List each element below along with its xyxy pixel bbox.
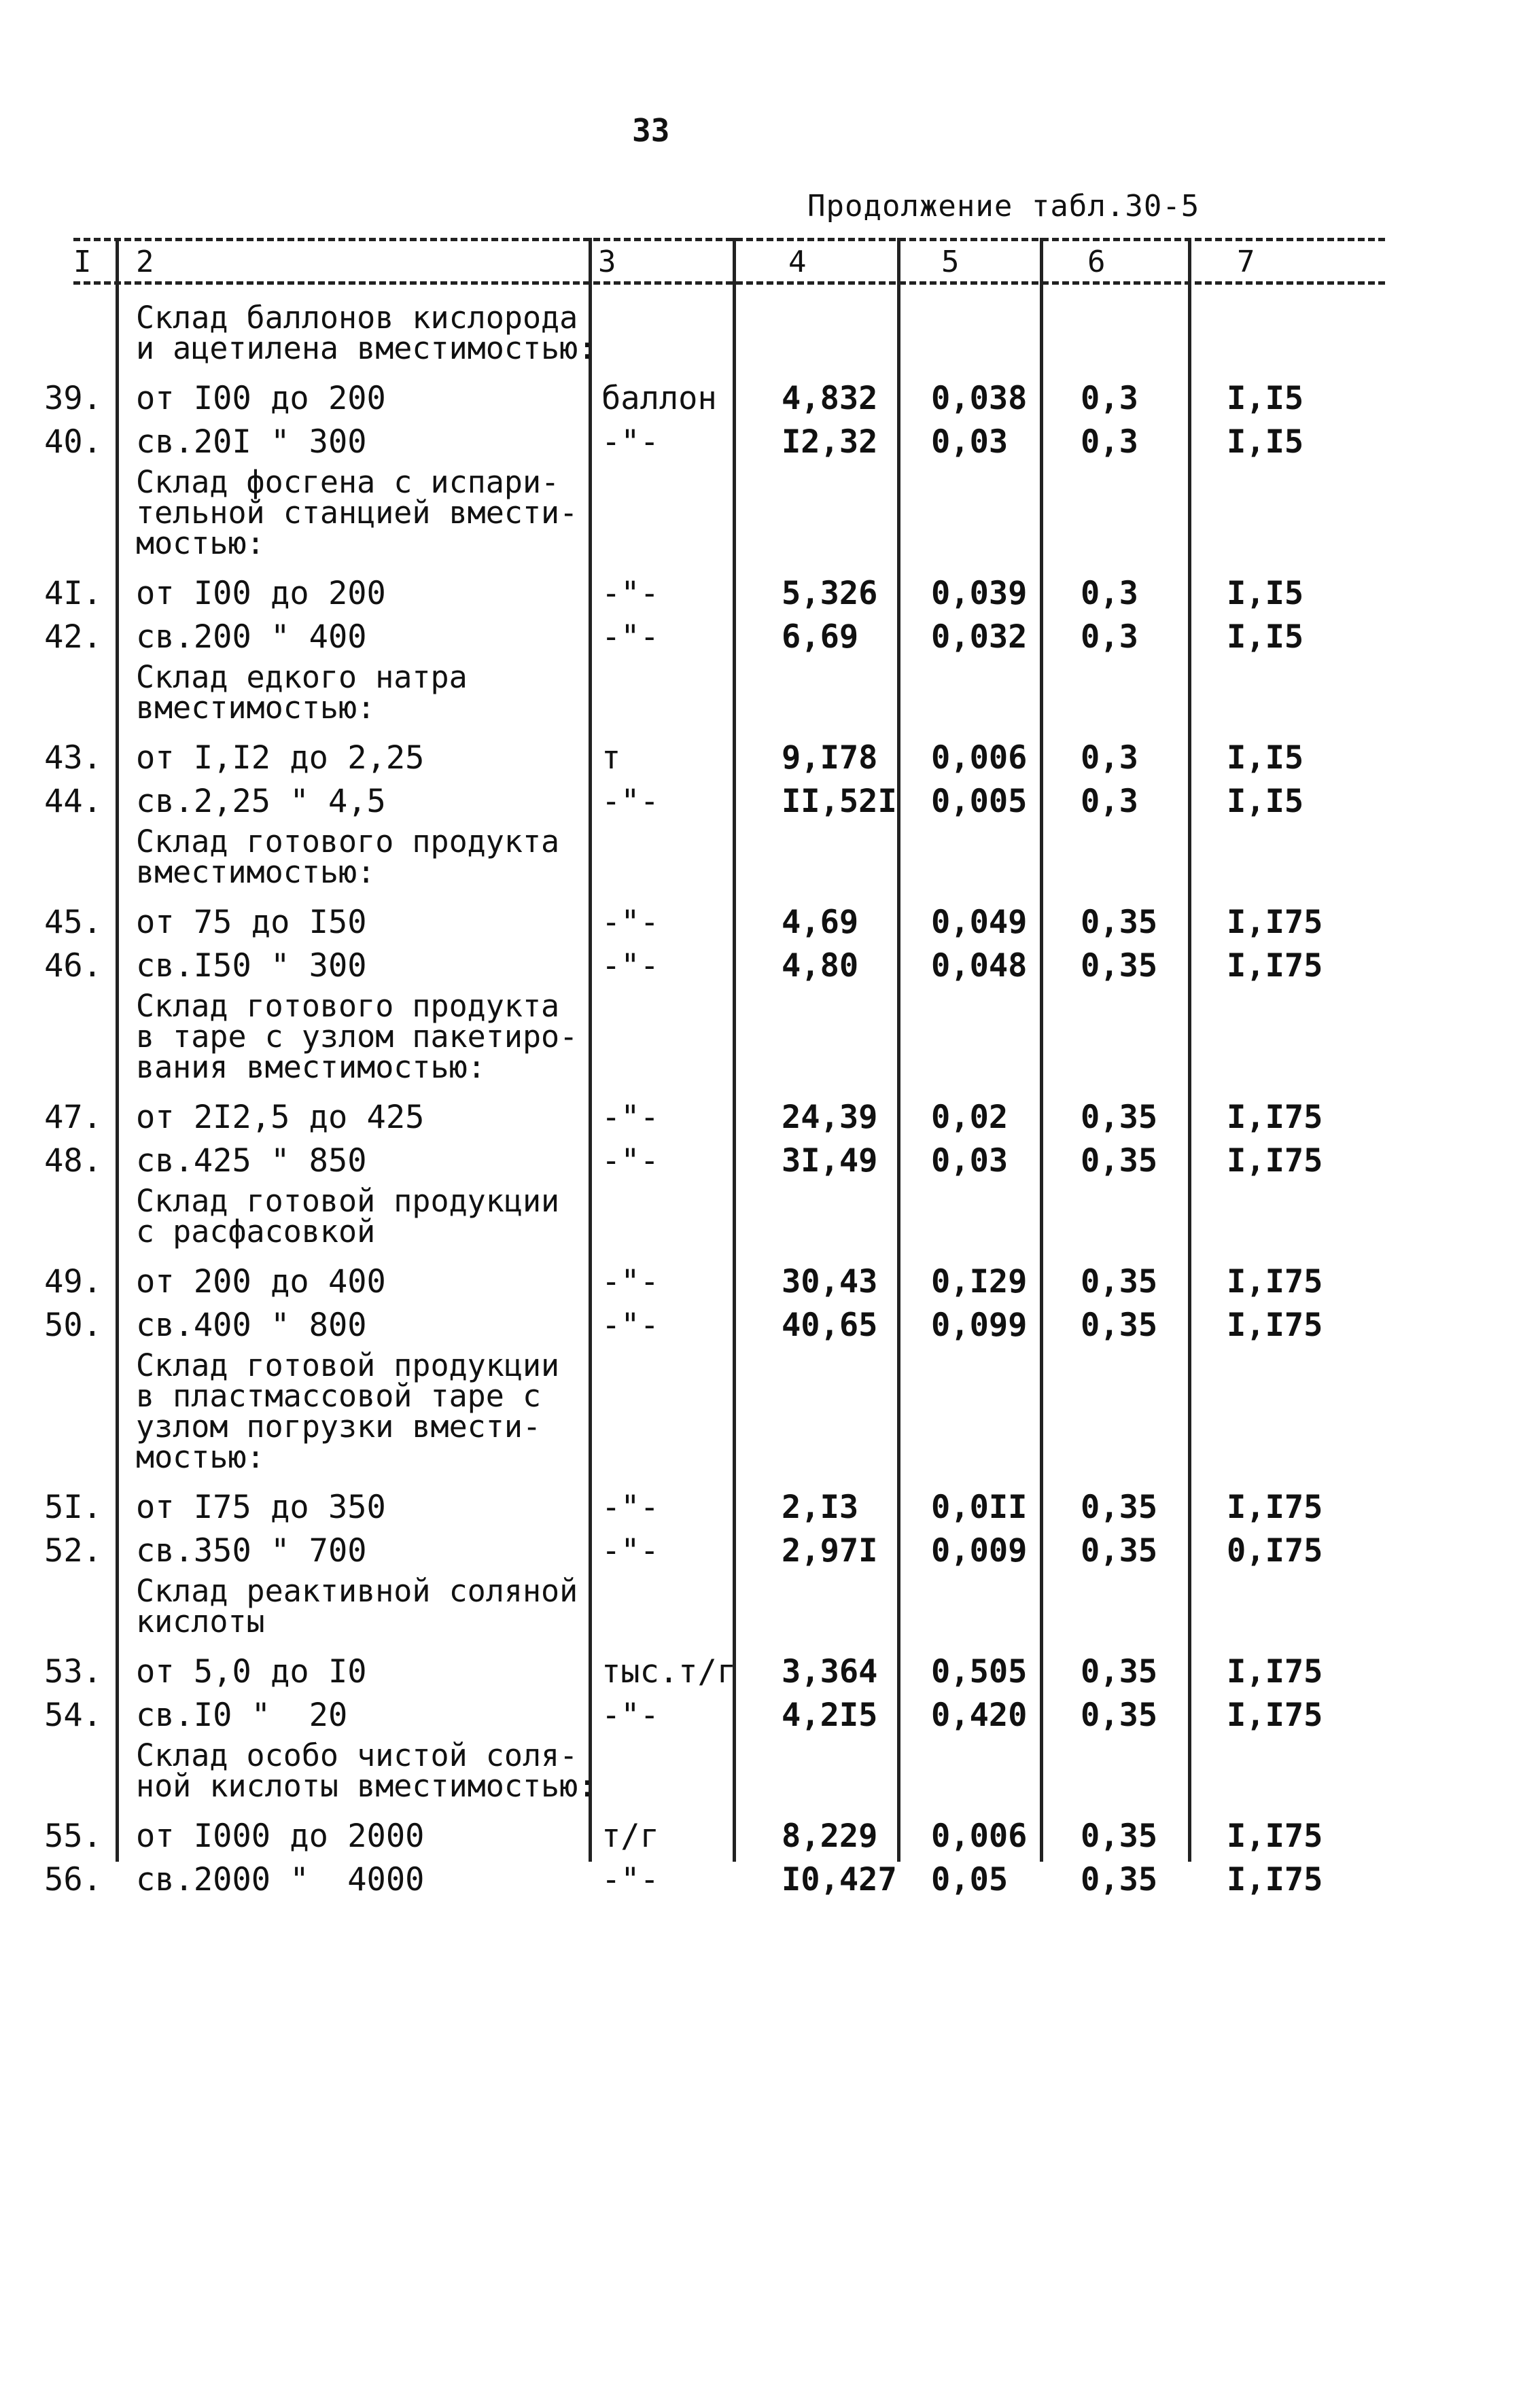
column-header-6: 6 — [1087, 245, 1106, 279]
row-value-7: I,I75 — [1227, 1307, 1323, 1344]
row-value-7: I,I75 — [1227, 1861, 1323, 1898]
row-value-5: 0,048 — [931, 947, 1028, 985]
group-heading: Склад готовой продукции с расфасовкой — [136, 1183, 560, 1250]
row-description: св.2000 " 4000 — [136, 1861, 425, 1898]
row-number: 52. — [44, 1532, 102, 1570]
row-value-5: 0,03 — [931, 423, 1009, 461]
row-number: 50. — [44, 1307, 102, 1344]
row-unit: тыс.т/г — [601, 1653, 737, 1690]
row-number: 45. — [44, 904, 102, 941]
row-value-5: 0,420 — [931, 1697, 1028, 1734]
row-number: 5I. — [44, 1489, 102, 1526]
column-divider-1 — [116, 238, 119, 1862]
row-value-5: 0,02 — [931, 1099, 1009, 1136]
row-value-6: 0,35 — [1081, 1697, 1158, 1734]
row-value-6: 0,35 — [1081, 1653, 1158, 1690]
row-description: св.200 " 400 — [136, 618, 367, 656]
row-number: 46. — [44, 947, 102, 985]
row-value-7: I,I75 — [1227, 1263, 1323, 1300]
row-description: от I00 до 200 — [136, 575, 386, 612]
row-unit: т/г — [601, 1818, 659, 1855]
row-description: св.I0 " 20 — [136, 1697, 348, 1734]
row-number: 54. — [44, 1697, 102, 1734]
column-header-2: 2 — [136, 245, 154, 279]
column-header-7: 7 — [1237, 245, 1255, 279]
row-value-7: I,I5 — [1227, 618, 1304, 656]
row-unit: -"- — [601, 1861, 659, 1898]
row-value-7: I,I75 — [1227, 1653, 1323, 1690]
row-unit: -"- — [601, 783, 659, 820]
row-value-5: 0,009 — [931, 1532, 1028, 1570]
group-heading: Склад едкого натра вместимостью: — [136, 659, 468, 726]
row-value-7: I,I75 — [1227, 1818, 1323, 1855]
row-description: св.350 " 700 — [136, 1532, 367, 1570]
row-value-4: 8,229 — [782, 1818, 878, 1855]
group-heading: Склад особо чистой соля- ной кислоты вместимостью: — [136, 1737, 597, 1804]
row-value-6: 0,35 — [1081, 1263, 1158, 1300]
column-header-3: 3 — [598, 245, 616, 279]
row-description: от I,I2 до 2,25 — [136, 739, 425, 777]
row-value-7: I,I75 — [1227, 1142, 1323, 1180]
row-value-7: I,I5 — [1227, 739, 1304, 777]
row-value-5: 0,006 — [931, 1818, 1028, 1855]
row-unit: -"- — [601, 1532, 659, 1570]
row-number: 48. — [44, 1142, 102, 1180]
row-description: от I000 до 2000 — [136, 1818, 425, 1855]
group-heading: Склад готового продукта в таре с узлом пакетиро- вания вместимостью: — [136, 988, 578, 1085]
row-value-4: 4,832 — [782, 380, 878, 417]
group-heading: Склад баллонов кислорода и ацетилена вместимостью: — [136, 300, 597, 366]
row-description: св.I50 " 300 — [136, 947, 367, 985]
row-value-6: 0,35 — [1081, 1307, 1158, 1344]
row-description: от 75 до I50 — [136, 904, 367, 941]
row-description: от 5,0 до I0 — [136, 1653, 367, 1690]
row-value-5: 0,505 — [931, 1653, 1028, 1690]
group-heading: Склад фосгена с испари- тельной станцией вмести- мостью: — [136, 464, 578, 561]
row-unit: -"- — [601, 1142, 659, 1180]
row-unit: -"- — [601, 618, 659, 656]
row-value-4: 5,326 — [782, 575, 878, 612]
row-value-4: 6,69 — [782, 618, 859, 656]
row-value-6: 0,35 — [1081, 947, 1158, 985]
row-value-6: 0,35 — [1081, 904, 1158, 941]
row-unit: -"- — [601, 1489, 659, 1526]
row-description: от I00 до 200 — [136, 380, 386, 417]
column-header-4: 4 — [788, 245, 807, 279]
row-value-4: I0,427 — [782, 1861, 897, 1898]
row-value-6: 0,3 — [1081, 739, 1138, 777]
row-value-4: 24,39 — [782, 1099, 878, 1136]
row-description: св.2,25 " 4,5 — [136, 783, 386, 820]
row-value-4: II,52I — [782, 783, 897, 820]
row-value-6: 0,3 — [1081, 380, 1138, 417]
row-description: св.400 " 800 — [136, 1307, 367, 1344]
row-value-5: 0,05 — [931, 1861, 1009, 1898]
row-number: 40. — [44, 423, 102, 461]
row-value-4: I2,32 — [782, 423, 878, 461]
row-number: 42. — [44, 618, 102, 656]
row-value-7: I,I5 — [1227, 423, 1304, 461]
row-value-4: 2,I3 — [782, 1489, 859, 1526]
row-unit: -"- — [601, 575, 659, 612]
column-divider-3 — [733, 238, 736, 1862]
column-divider-6 — [1188, 238, 1191, 1862]
row-value-6: 0,3 — [1081, 423, 1138, 461]
row-value-7: I,I75 — [1227, 1099, 1323, 1136]
row-description: от 200 до 400 — [136, 1263, 386, 1300]
row-value-6: 0,35 — [1081, 1142, 1158, 1180]
row-value-6: 0,35 — [1081, 1532, 1158, 1570]
row-description: от I75 до 350 — [136, 1489, 386, 1526]
row-unit: -"- — [601, 1697, 659, 1734]
row-value-4: 4,69 — [782, 904, 859, 941]
row-description: св.425 " 850 — [136, 1142, 367, 1180]
row-number: 53. — [44, 1653, 102, 1690]
page-number: 33 — [632, 112, 670, 149]
row-unit: -"- — [601, 904, 659, 941]
row-value-5: 0,005 — [931, 783, 1028, 820]
row-number: 43. — [44, 739, 102, 777]
row-value-6: 0,3 — [1081, 783, 1138, 820]
row-value-5: 0,099 — [931, 1307, 1028, 1344]
row-value-6: 0,35 — [1081, 1818, 1158, 1855]
row-value-7: I,I75 — [1227, 1489, 1323, 1526]
row-value-4: 40,65 — [782, 1307, 878, 1344]
row-value-6: 0,3 — [1081, 618, 1138, 656]
row-value-4: 4,2I5 — [782, 1697, 878, 1734]
row-value-7: 0,I75 — [1227, 1532, 1323, 1570]
row-number: 56. — [44, 1861, 102, 1898]
row-value-4: 3I,49 — [782, 1142, 878, 1180]
row-value-5: 0,038 — [931, 380, 1028, 417]
row-number: 49. — [44, 1263, 102, 1300]
row-value-5: 0,032 — [931, 618, 1028, 656]
column-divider-4 — [897, 238, 900, 1862]
row-value-7: I,I75 — [1227, 904, 1323, 941]
row-value-5: 0,006 — [931, 739, 1028, 777]
column-header-5: 5 — [941, 245, 960, 279]
column-header-1: I — [73, 245, 92, 279]
row-unit: -"- — [601, 1307, 659, 1344]
row-value-4: 30,43 — [782, 1263, 878, 1300]
row-value-5: 0,039 — [931, 575, 1028, 612]
row-unit: баллон — [601, 380, 717, 417]
row-value-4: 9,I78 — [782, 739, 878, 777]
row-value-4: 3,364 — [782, 1653, 878, 1690]
row-value-6: 0,35 — [1081, 1099, 1158, 1136]
row-value-6: 0,35 — [1081, 1489, 1158, 1526]
row-unit: -"- — [601, 1263, 659, 1300]
group-heading: Склад готовой продукции в пластмассовой таре с узлом погрузки вмести- мостью: — [136, 1347, 560, 1475]
group-heading: Склад реактивной соляной кислоты — [136, 1573, 578, 1640]
column-divider-5 — [1040, 238, 1043, 1862]
row-value-6: 0,3 — [1081, 575, 1138, 612]
row-number: 4I. — [44, 575, 102, 612]
group-heading: Склад готового продукта вместимостью: — [136, 824, 560, 890]
row-number: 44. — [44, 783, 102, 820]
row-value-5: 0,I29 — [931, 1263, 1028, 1300]
row-value-4: 2,97I — [782, 1532, 878, 1570]
row-value-4: 4,80 — [782, 947, 859, 985]
row-value-7: I,I75 — [1227, 1697, 1323, 1734]
column-divider-2 — [589, 238, 592, 1862]
row-description: от 2I2,5 до 425 — [136, 1099, 425, 1136]
row-value-5: 0,0II — [931, 1489, 1028, 1526]
row-description: св.20I " 300 — [136, 423, 367, 461]
row-unit: -"- — [601, 423, 659, 461]
row-unit: -"- — [601, 1099, 659, 1136]
row-value-6: 0,35 — [1081, 1861, 1158, 1898]
row-number: 47. — [44, 1099, 102, 1136]
row-value-7: I,I5 — [1227, 380, 1304, 417]
row-number: 39. — [44, 380, 102, 417]
row-value-7: I,I5 — [1227, 575, 1304, 612]
row-value-7: I,I75 — [1227, 947, 1323, 985]
row-value-5: 0,049 — [931, 904, 1028, 941]
row-value-5: 0,03 — [931, 1142, 1009, 1180]
table-caption: Продолжение табл.30-5 — [807, 189, 1200, 224]
row-unit: -"- — [601, 947, 659, 985]
row-number: 55. — [44, 1818, 102, 1855]
row-unit: т — [601, 739, 621, 777]
row-value-7: I,I5 — [1227, 783, 1304, 820]
